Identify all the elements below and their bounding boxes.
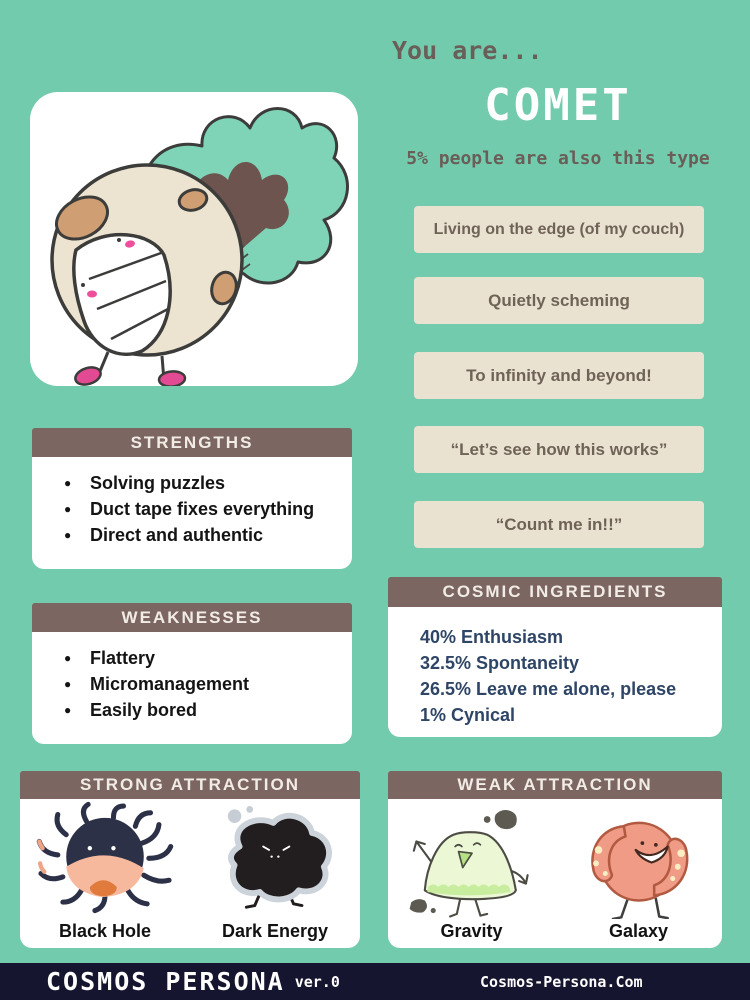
attraction-label: Black Hole [58, 921, 152, 941]
footer-version: ver.0 [294, 972, 340, 991]
cosmic-ingredients-title: COSMIC INGREDIENTS [442, 582, 668, 601]
weaknesses-item: ● Easily bored [64, 697, 352, 723]
quote-chip: Quietly scheming [414, 277, 704, 324]
strengths-item: ● Duct tape fixes everything [64, 496, 352, 522]
weaknesses-item: ● Flattery [64, 645, 352, 671]
quote-chip: Living on the edge (of my couch) [414, 206, 704, 253]
footer-bar [0, 963, 750, 1000]
strong-attraction-header [20, 771, 360, 799]
persona-type-share-subtitle: 5% people are also this type [406, 148, 710, 169]
attraction-label: Dark Energy [221, 921, 329, 941]
weaknesses-header [32, 603, 352, 632]
strong-attraction-body [20, 799, 360, 948]
weak-attraction-section [388, 771, 722, 948]
weaknesses-body [32, 632, 352, 744]
attraction-label: Gravity [440, 921, 503, 941]
attraction-item-galaxy [555, 799, 722, 948]
weak-attraction-body [388, 799, 722, 948]
persona-type-title: COMET [484, 80, 632, 131]
cosmic-ingredients-section [388, 577, 722, 737]
footer-brand: COSMOS PERSONA [46, 967, 285, 996]
attraction-label: Galaxy [608, 921, 669, 941]
weaknesses-title: WEAKNESSES [121, 607, 263, 627]
gravity-illustration [397, 801, 547, 919]
cosmic-ingredient-item: 1% Cynical [420, 705, 516, 725]
galaxy-illustration [564, 801, 714, 919]
cosmic-ingredient-item: 40% Enthusiasm [420, 627, 564, 647]
attraction-item-black-hole [20, 799, 190, 948]
character-card [30, 92, 358, 386]
strengths-item: ● Solving puzzles [64, 470, 352, 496]
weak-attraction-header [388, 771, 722, 799]
strengths-body [32, 457, 352, 569]
strong-attraction-title: STRONG ATTRACTION [79, 775, 301, 794]
strengths-title: STRENGTHS [130, 432, 254, 452]
comet-illustration [30, 92, 358, 386]
quote-chip: “Let’s see how this works” [414, 426, 704, 473]
strengths-list [32, 470, 352, 548]
weak-attraction-title: WEAK ATTRACTION [457, 775, 653, 794]
attraction-item-dark-energy [190, 799, 360, 948]
quote-chip: To infinity and beyond! [414, 352, 704, 399]
weaknesses-item: ● Micromanagement [64, 671, 352, 697]
strengths-header [32, 428, 352, 457]
cosmic-ingredients-body [388, 607, 722, 737]
weaknesses-list [32, 645, 352, 723]
cosmic-ingredients-list [388, 624, 722, 728]
cosmic-ingredient-item: 26.5% Leave me alone, please [420, 679, 677, 699]
weaknesses-section [32, 603, 352, 744]
strong-attraction-section [20, 771, 360, 948]
strengths-section [32, 428, 352, 569]
quote-chip: “Count me in!!” [414, 501, 704, 548]
cosmic-ingredient-item: 32.5% Spontaneity [420, 653, 580, 673]
attraction-item-gravity [388, 799, 555, 948]
dark-energy-illustration [200, 801, 350, 919]
footer-website: Cosmos-Persona.Com [480, 972, 643, 991]
you-are-text: You are... [392, 36, 543, 65]
black-hole-illustration [30, 801, 180, 919]
cosmic-ingredients-header [388, 577, 722, 607]
strengths-item: ● Direct and authentic [64, 522, 352, 548]
